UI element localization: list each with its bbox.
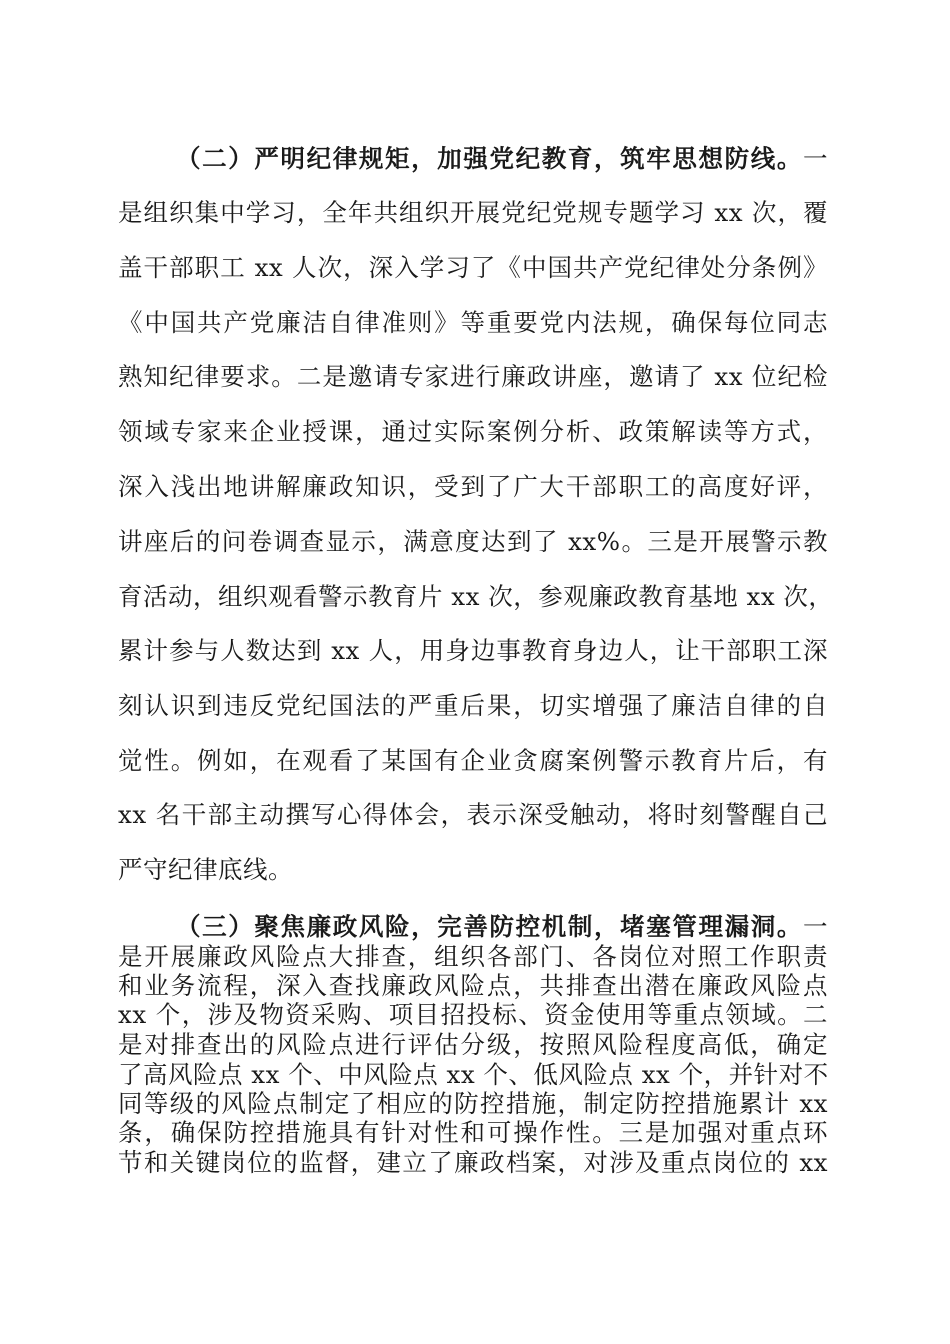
section2-line-2: 盖干部职工 xx 人次，深入学习了《中国共产党纪律处分条例》 — [118, 253, 828, 282]
section3-line-5: 了高风险点 xx 个、中风险点 xx 个、低风险点 xx 个，并针对不 — [118, 1060, 829, 1089]
section2-heading-line — [176, 143, 828, 175]
section3-line-2: 和业务流程，深入查找廉政风险点，共排查出潜在廉政风险点 — [118, 971, 828, 1000]
section3-line-8: 节和关键岗位的监督，建立了廉政档案，对涉及重点岗位的 xx — [118, 1148, 828, 1177]
section2-line-1: 是组织集中学习，全年共组织开展党纪党规专题学习 xx 次，覆 — [118, 198, 828, 227]
section2-line-4: 熟知纪律要求。二是邀请专家进行廉政讲座，邀请了 xx 位纪检 — [118, 362, 828, 391]
section2-line-5: 领域专家来企业授课，通过实际案例分析、政策解读等方式， — [118, 417, 828, 446]
section2-line-13: 严守纪律底线。 — [118, 855, 293, 884]
section3-heading-line — [176, 911, 828, 943]
section2-line-0: 一 — [803, 144, 828, 173]
section2-line-7: 讲座后的问卷调查显示，满意度达到了 xx%。三是开展警示教 — [118, 527, 828, 556]
section3-line-1: 是开展廉政风险点大排查，组织各部门、各岗位对照工作职责 — [118, 942, 828, 971]
section3-line-0: 一 — [803, 912, 828, 941]
section3-heading: （三）聚焦廉政风险，完善防控机制，堵塞管理漏洞。 — [176, 912, 803, 941]
section2-line-10: 刻认识到违反党纪国法的严重后果，切实增强了廉洁自律的自 — [118, 691, 828, 720]
section3-line-7: 条，确保防控措施具有针对性和可操作性。三是加强对重点环 — [118, 1118, 828, 1147]
section3-line-4: 是对排查出的风险点进行评估分级，按照风险程度高低，确定 — [118, 1030, 828, 1059]
section3-line-3: xx 个，涉及物资采购、项目招投标、资金使用等重点领域。二 — [118, 1000, 828, 1029]
section2-line-8: 育活动，组织观看警示教育片 xx 次，参观廉政教育基地 xx 次， — [118, 582, 834, 611]
section2-line-12: xx 名干部主动撰写心得体会，表示深受触动，将时刻警醒自己 — [118, 800, 828, 829]
section2-heading: （二）严明纪律规矩，加强党纪教育，筑牢思想防线。 — [176, 144, 803, 173]
section2-line-9: 累计参与人数达到 xx 人，用身边事教育身边人，让干部职工深 — [118, 636, 828, 665]
section2-line-11: 觉性。例如，在观看了某国有企业贪腐案例警示教育片后，有 — [118, 746, 828, 775]
section3-line-6: 同等级的风险点制定了相应的防控措施，制定防控措施累计 xx — [118, 1089, 828, 1118]
section2-line-3: 《中国共产党廉洁自律准则》等重要党内法规，确保每位同志 — [118, 308, 828, 337]
section2-line-6: 深入浅出地讲解廉政知识，受到了广大干部职工的高度好评， — [118, 472, 828, 501]
